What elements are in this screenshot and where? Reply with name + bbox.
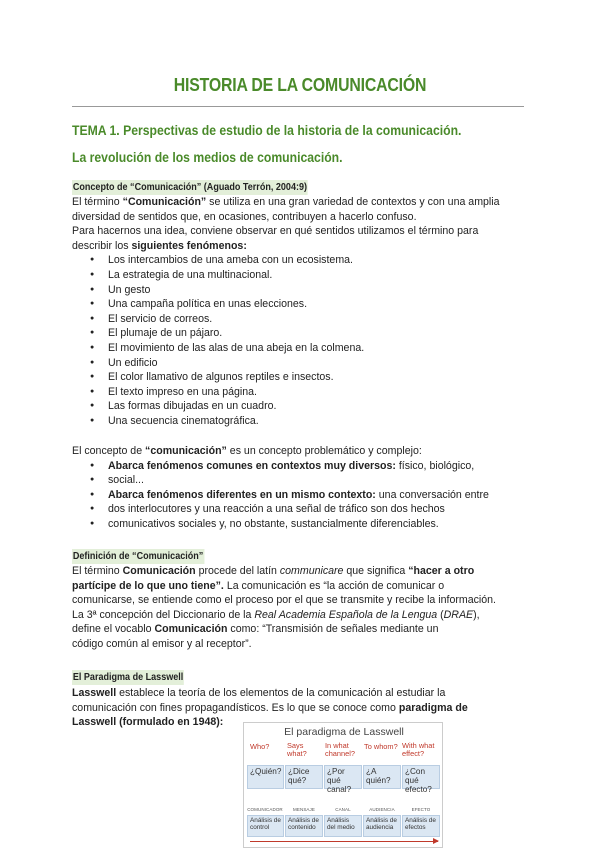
bold-text: “comunicación”: [145, 445, 227, 457]
text: El término: [72, 565, 123, 577]
list-continuation: [72, 502, 528, 517]
list-item: ● El movimiento de las alas de una abeja en la colmena.: [72, 341, 528, 356]
problematic-section: [72, 444, 528, 532]
figure-analysis: Análisis de control: [247, 815, 284, 837]
text: procede del latín: [195, 565, 280, 577]
list-item: [72, 488, 528, 503]
paragraph: comunicarse, se entiende como el proceso por el que se transmite y recibe la información.: [72, 594, 496, 607]
list-item: ● Una secuencia cinematográfica.: [72, 414, 528, 429]
arrow-right-icon: [250, 841, 438, 842]
text: comunicación con fines propagandísticos. Es lo que se conoce como: [72, 701, 399, 714]
paragraph: [72, 239, 528, 254]
text: es un concepto problemático y complejo:: [226, 445, 422, 457]
definicion-section: [72, 564, 528, 652]
text: La comunicación es “la acción de comunicar o: [223, 579, 445, 592]
list-item: ● Los intercambios de una ameba con un ecosistema.: [72, 253, 528, 268]
figure-analysis: Análisis de audiencia: [363, 815, 401, 837]
figure-question: In what channel?: [325, 741, 355, 759]
text: que significa: [343, 565, 409, 577]
figure-cell: ¿A quién?: [363, 765, 401, 789]
figure-cell: ¿Quién?: [247, 765, 284, 789]
lasswell-heading: El Paradigma de Lasswell: [72, 671, 184, 683]
figure-question: Says what?: [287, 741, 307, 759]
bold-text: Abarca fenómenos diferentes en un mismo contexto:: [108, 488, 376, 501]
document-title: HISTORIA DE LA COMUNICACIÓN: [173, 75, 427, 95]
text: comunicativos sociales y, no obstante, sustancialmente diferenciables.: [108, 517, 439, 530]
paragraph: [72, 564, 528, 579]
figure-analysis: Análisis del medio: [324, 815, 362, 837]
bold-text: “Comunicación”: [122, 196, 207, 208]
paragraph: Para hacernos una idea, conviene observar en qué sentidos utilizamos el término para: [72, 225, 479, 238]
revolucion-heading: La revolución de los medios de comunicación.: [72, 150, 343, 166]
figure-cell: ¿Por qué canal?: [324, 765, 362, 789]
list-continuation: [72, 517, 528, 532]
figure-title: El paradigma de Lasswell: [284, 726, 404, 738]
bold-text: Lasswell (formulado en 1948):: [72, 716, 224, 729]
bold-text: Comunicación: [122, 565, 196, 577]
list-item: ● Un edificio: [72, 356, 528, 371]
figure-analysis: Análisis de efectos: [402, 815, 440, 837]
list-item: ● Las formas dibujadas en un cuadro.: [72, 399, 528, 414]
text: ),: [473, 608, 480, 621]
list-item: ● Una campaña política en unas elecciones.: [72, 297, 528, 312]
figure-label: MENSAJE: [293, 807, 315, 812]
figure-label: CANAL: [335, 807, 351, 812]
paragraph: [72, 608, 528, 623]
list-item: ● La estrategia de una multinacional.: [72, 268, 528, 283]
paragraph: [72, 195, 528, 210]
paragraph: [72, 622, 528, 637]
text: se utiliza en una gran variedad de contextos y con una amplia: [206, 196, 500, 208]
list-item: ● El color llamativo de algunos reptiles e insectos.: [72, 370, 528, 385]
figure-label: EFECTO: [411, 807, 431, 812]
concepto-heading: Concepto de “Comunicación” (Aguado Terrón, 2004:9): [72, 181, 308, 193]
paragraph: [72, 444, 528, 459]
text: describir los: [72, 239, 132, 252]
figure-label: COMUNICADOR: [247, 807, 283, 812]
bold-text: partícipe de lo que uno tiene”.: [72, 579, 224, 592]
bold-text: Lasswell: [72, 687, 117, 699]
lasswell-paradigm-figure: [243, 722, 443, 848]
figure-cell: ¿Con qué efecto?: [402, 765, 440, 789]
text: El concepto de: [72, 445, 146, 457]
text: como: “Transmisión de señales mediante un: [227, 623, 439, 636]
list-item: ● Un gesto: [72, 283, 528, 298]
text: establece la teoría de los elementos de la comunicación al estudiar la: [116, 687, 446, 699]
figure-label: AUDIENCIA: [369, 807, 395, 812]
text: una conversación entre: [375, 488, 489, 501]
paragraph: código común al emisor y al receptor”.: [72, 637, 252, 650]
text: (: [437, 608, 444, 621]
figure-question: To whom?: [364, 742, 398, 751]
paragraph: [72, 686, 528, 701]
title-divider: [72, 106, 524, 107]
text: físico, biológico,: [395, 459, 475, 472]
list-item: ● El plumaje de un pájaro.: [72, 326, 528, 341]
list-continuation: [72, 473, 528, 488]
italic-text: communicare: [279, 565, 344, 577]
bold-text: siguientes fenómenos:: [131, 239, 247, 252]
bold-text: Comunicación: [154, 623, 228, 636]
text: La 3ª concepción del Diccionario de la: [72, 608, 255, 621]
definicion-heading: Definición de “Comunicación”: [72, 550, 204, 562]
italic-text: Real Academia Española de la Lengua: [254, 608, 438, 621]
paragraph: [72, 579, 528, 594]
concepto-section: [72, 195, 528, 429]
figure-analysis: Análisis de contenido: [285, 815, 323, 837]
bold-text: “hacer a otro: [408, 565, 475, 577]
figure-cell: ¿Dice qué?: [285, 765, 323, 789]
problematic-list: [72, 459, 528, 532]
tema-heading: TEMA 1. Perspectivas de estudio de la historia de la comunicación.: [72, 123, 462, 139]
text: define el vocablo: [72, 623, 155, 636]
list-item: [72, 459, 528, 474]
list-item: ● El texto impreso en una página.: [72, 385, 528, 400]
text: El término: [72, 196, 123, 208]
text: dos interlocutores y una reacción a una señal de tráfico son dos hechos: [108, 503, 445, 516]
bold-text: paradigma de: [398, 701, 468, 714]
figure-question: With what effect?: [402, 741, 435, 759]
text: social...: [108, 474, 144, 487]
italic-text: DRAE: [443, 608, 474, 621]
list-item: ● El servicio de correos.: [72, 312, 528, 327]
bold-text: Abarca fenómenos comunes en contextos muy diversos:: [108, 459, 396, 472]
phenomena-list: [72, 253, 528, 428]
paragraph: [72, 701, 528, 716]
paragraph: diversidad de sentidos que, en ocasiones, contribuyen a hacerlo confuso.: [72, 210, 417, 223]
figure-question: Who?: [250, 742, 270, 751]
